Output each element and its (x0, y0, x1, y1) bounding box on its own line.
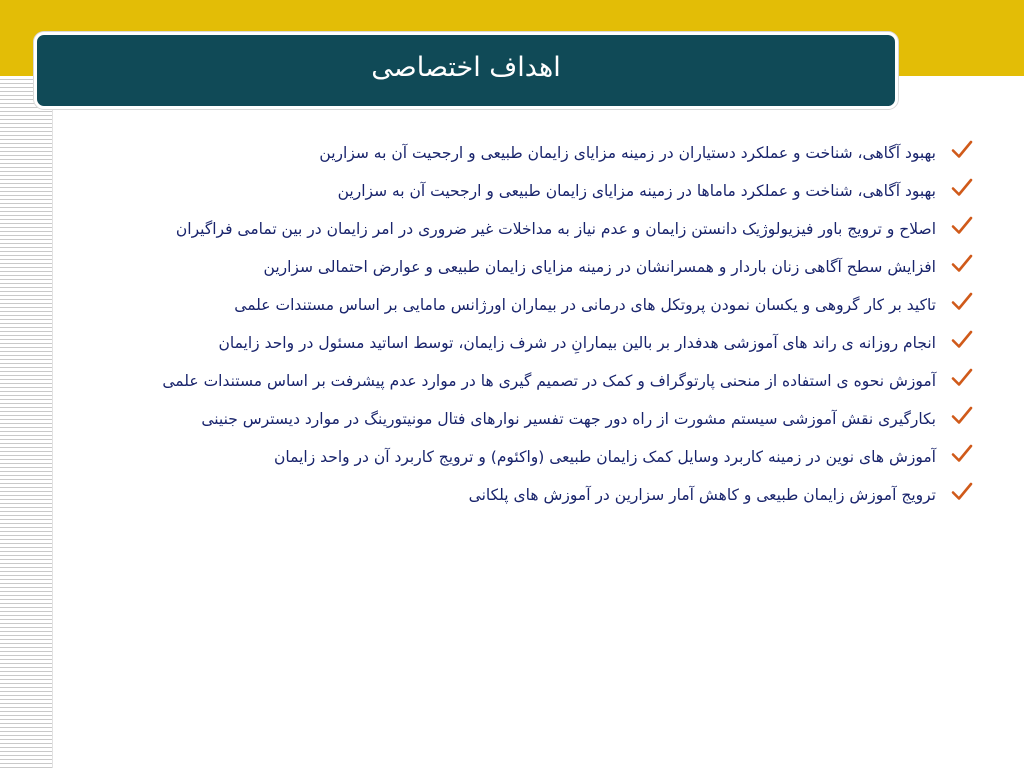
list-item (62, 479, 974, 511)
check-icon (950, 480, 974, 504)
check-icon (950, 214, 974, 238)
objective-text: افزایش سطح آگاهی زنان باردار و همسرانشان در زمینه مزایای زایمان طبیعی و عوارض احتمالی سزارین (263, 258, 936, 276)
check-icon (950, 138, 974, 162)
objective-text: بهبود آگاهی، شناخت و عملکرد دستیاران در زمینه مزایای زایمان طبیعی و ارجحیت آن به سزارین (319, 144, 936, 162)
left-striped-margin (0, 76, 52, 768)
slide-title: اهداف اختصاصی (371, 52, 561, 83)
check-icon (950, 290, 974, 314)
objective-text: آموزش نحوه ی استفاده از منحنی پارتوگراف و کمک در تصمیم گیری ها در موارد عدم پیشرفت بر اساس مستندات علمی (162, 372, 936, 390)
list-item (62, 441, 974, 473)
left-margin-divider (52, 76, 53, 768)
list-item (62, 137, 974, 169)
objective-text: بهبود آگاهی، شناخت و عملکرد ماماها در زمینه مزایای زایمان طبیعی و ارجحیت آن به سزارین (337, 182, 936, 200)
check-icon (950, 442, 974, 466)
list-item (62, 365, 974, 397)
objective-text: اصلاح و ترویج باور فیزیولوژیک دانستن زایمان و عدم نیاز به مداخلات غیر ضروری در امر زایمان در بین تمامی فراگیران (175, 220, 936, 238)
list-item (62, 403, 974, 435)
list-item (62, 251, 974, 283)
check-icon (950, 252, 974, 276)
check-icon (950, 404, 974, 428)
check-icon (950, 176, 974, 200)
title-bar (34, 32, 898, 109)
objective-text: بکارگیری نقش آموزشی سیستم مشورت از راه دور جهت تفسیر نوارهای فتال مونیتورینگ در موارد دیسترس جنینی (201, 410, 936, 428)
objective-text: انجام روزانه ی راند های آموزشی هدفدار بر بالین بیمارانِ در شرف زایمان، توسط اساتید مسئول در واحد زایمان (218, 334, 936, 352)
list-item (62, 289, 974, 321)
list-item (62, 327, 974, 359)
check-icon (950, 366, 974, 390)
objective-text: ترویج آموزش زایمان طبیعی و کاهش آمار سزارین در آموزش های پلکانی (468, 486, 936, 504)
objective-text: آموزش های نوین در زمینه کاربرد وسایل کمک زایمان طبیعی (واکئوم) و ترویج کاربرد آن در واحد زایمان (274, 448, 936, 466)
objectives-list (62, 137, 974, 517)
list-item (62, 175, 974, 207)
check-icon (950, 328, 974, 352)
list-item (62, 213, 974, 245)
objective-text: تاکید بر کار گروهی و یکسان نمودن پروتکل های درمانی در بیماران اورژانس مامایی بر اساس مستندات علمی (234, 296, 936, 314)
